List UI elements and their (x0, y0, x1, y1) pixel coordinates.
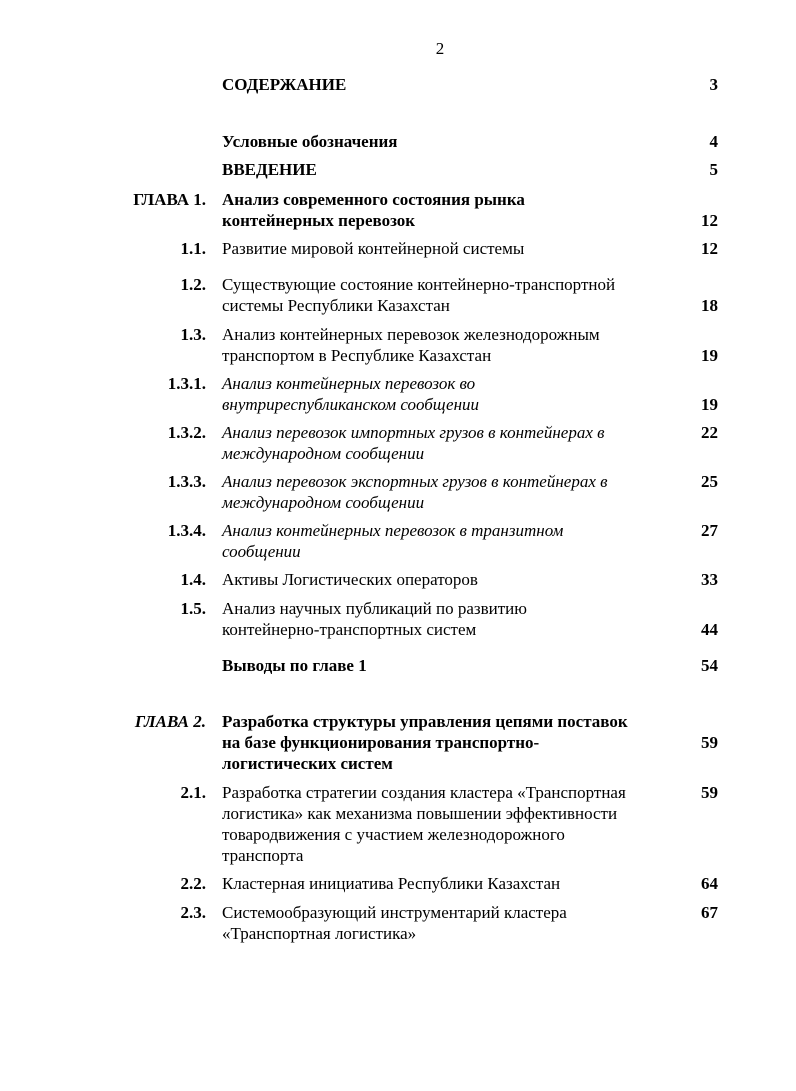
toc-entry-page: 59 (701, 783, 718, 802)
toc-entry-text: логистика» как механизма повышении эффективности (222, 804, 618, 823)
toc-entry-text: международном сообщении (222, 493, 425, 512)
toc-entry-page: 33 (701, 570, 718, 589)
toc-entry-text: сообщении (222, 542, 301, 561)
toc-entry-label: 1.3.4. (167, 521, 206, 540)
toc-entry-page: 12 (701, 211, 718, 230)
toc-entry-label: 2.1. (180, 783, 206, 802)
toc-entry-text: Анализ контейнерных перевозок железнодорожным (222, 325, 600, 344)
toc-entry-text: Активы Логистических операторов (222, 570, 478, 589)
toc-entry-text: товародвижения с участием железнодорожного (222, 825, 565, 844)
toc-entry-page: 54 (701, 656, 718, 675)
toc-entry-text: внутриреспубликанском сообщении (222, 395, 480, 414)
toc-entry-page: 4 (709, 132, 718, 151)
toc-entry-label: ГЛАВА 1. (133, 190, 206, 209)
toc-entry-page: 59 (701, 733, 718, 752)
toc-entry-label: 2.2. (180, 874, 206, 893)
toc-entry-label: 1.1. (180, 239, 206, 258)
toc-entry-label: 1.3. (180, 325, 206, 344)
toc-entry-text: «Транспортная логистика» (222, 924, 417, 943)
toc-entry-text: Анализ контейнерных перевозок во (222, 374, 476, 393)
toc-entry-label: 2.3. (180, 903, 206, 922)
toc-entry-text: контейнерно-транспортных систем (222, 620, 477, 639)
toc-entry-text: Анализ перевозок импортных грузов в контейнерах в (222, 423, 605, 442)
toc-title: СОДЕРЖАНИЕ (222, 75, 347, 94)
toc-entry-label: 1.4. (180, 570, 206, 589)
toc-entry-page: 25 (701, 472, 718, 491)
toc-entry-page: 27 (701, 521, 718, 540)
toc-title-page: 3 (709, 75, 718, 94)
toc-entry-page: 67 (701, 903, 718, 922)
toc-entry-text: Анализ контейнерных перевозок в транзитном (222, 521, 564, 540)
toc-entry-text: ВВЕДЕНИЕ (222, 160, 317, 179)
toc-entry-text: Существующие состояние контейнерно-транспортной (222, 275, 616, 294)
toc-entry-page: 22 (701, 423, 718, 442)
toc-entry-text: транспорта (222, 846, 304, 865)
toc-entry-text: Разработка структуры управления цепями поставок (222, 712, 628, 731)
toc-entry-text: международном сообщении (222, 444, 425, 463)
toc-entry-text: Кластерная инициатива Республики Казахстан (222, 874, 561, 893)
toc-entry-text: контейнерных перевозок (222, 211, 416, 230)
page-number: 2 (435, 39, 445, 58)
toc-entry-text: Условные обозначения (222, 132, 398, 151)
toc-entry-label: 1.3.2. (167, 423, 206, 442)
toc-entry-text: на базе функционирования транспортно- (222, 733, 540, 752)
toc-entry-label: ГЛАВА 2. (134, 712, 206, 731)
toc-entry-text: транспортом в Республике Казахстан (222, 346, 492, 365)
toc-entry-page: 19 (701, 346, 718, 365)
toc-entry-text: системы Республики Казахстан (222, 296, 450, 315)
toc-entry-text: Анализ современного состояния рынка (222, 190, 525, 209)
toc-entry-label: 1.3.1. (167, 374, 206, 393)
toc-entry-page: 12 (701, 239, 718, 258)
toc-entry-text: Анализ научных публикаций по развитию (222, 599, 527, 618)
toc-entry-page: 64 (701, 874, 718, 893)
toc-entry-text: Развитие мировой контейнерной системы (222, 239, 525, 258)
toc-entry-page: 19 (701, 395, 718, 414)
toc-entry-text: Выводы по главе 1 (222, 656, 367, 675)
toc-entry-page: 44 (701, 620, 718, 639)
toc-entry-label: 1.5. (180, 599, 206, 618)
toc-entry-text: Системообразующий инструментарий кластера (222, 903, 567, 922)
toc-entry-label: 1.2. (180, 275, 206, 294)
toc-entry-page: 18 (701, 296, 718, 315)
toc-entry-text: Анализ перевозок экспортных грузов в контейнерах в (222, 472, 608, 491)
toc-entry-page: 5 (709, 160, 718, 179)
toc-entry-label: 1.3.3. (167, 472, 206, 491)
toc-entry-text: Разработка стратегии создания кластера «Транспортная (222, 783, 626, 802)
toc-entry-text: логистических систем (222, 754, 393, 773)
